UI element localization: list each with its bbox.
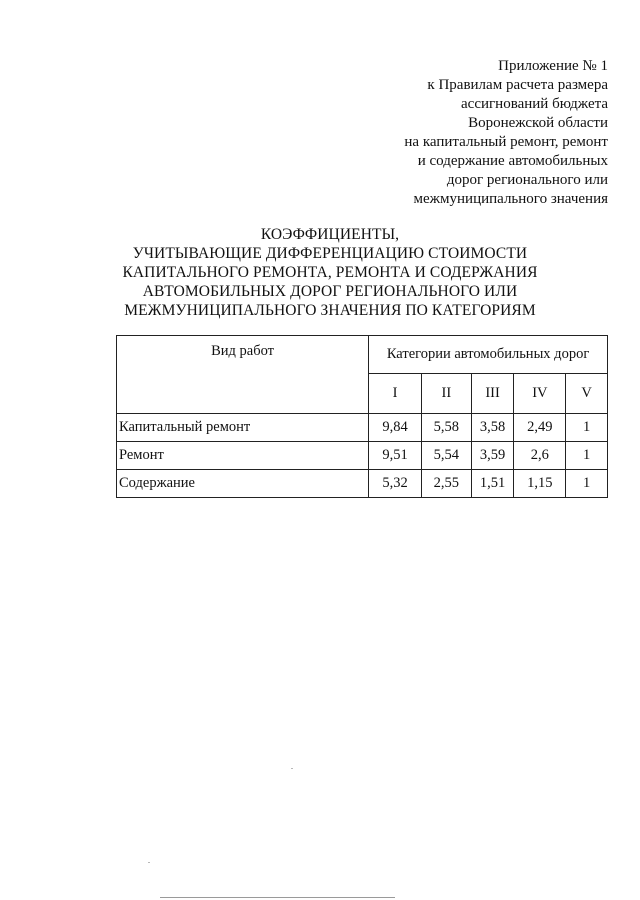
coefficient-cell: 2,55 xyxy=(421,470,471,498)
coefficient-cell: 2,49 xyxy=(514,414,566,442)
coefficient-cell: 1,51 xyxy=(471,470,514,498)
work-type-cell: Капитальный ремонт xyxy=(117,414,369,442)
work-type-header: Вид работ xyxy=(117,336,369,414)
coefficient-cell: 1 xyxy=(566,442,608,470)
title-line: КАПИТАЛЬНОГО РЕМОНТА, РЕМОНТА И СОДЕРЖАНИЯ xyxy=(122,264,538,281)
category-header-4: IV xyxy=(514,374,566,414)
appendix-line: ассигнований бюджета xyxy=(461,96,608,112)
road-categories-header: Категории автомобильных дорог xyxy=(369,336,608,374)
appendix-note xyxy=(308,57,608,209)
category-header-2: II xyxy=(421,374,471,414)
category-header-5: V xyxy=(566,374,608,414)
scan-speck xyxy=(291,768,293,769)
footer-scan-line xyxy=(160,897,395,898)
title-line: УЧИТЫВАЮЩИЕ ДИФФЕРЕНЦИАЦИЮ СТОИМОСТИ xyxy=(132,245,528,262)
coefficient-cell: 2,6 xyxy=(514,442,566,470)
scan-speck xyxy=(148,862,150,863)
title-line: МЕЖМУНИЦИПАЛЬНОГО ЗНАЧЕНИЯ ПО КАТЕГОРИЯМ xyxy=(124,302,536,319)
coefficient-cell: 1 xyxy=(566,414,608,442)
appendix-line: и содержание автомобильных xyxy=(417,153,608,169)
coefficient-cell: 5,58 xyxy=(421,414,471,442)
appendix-line: к Правилам расчета размера xyxy=(427,77,608,93)
table-row xyxy=(117,414,608,442)
appendix-line: дорог регионального или xyxy=(446,172,608,188)
title-line: КОЭФФИЦИЕНТЫ, xyxy=(260,226,400,243)
document-title xyxy=(100,225,560,320)
appendix-line: межмуниципального значения xyxy=(413,191,608,207)
appendix-line: Воронежской области xyxy=(468,115,608,131)
category-header-1: I xyxy=(369,374,422,414)
coefficients-table xyxy=(116,335,608,498)
table-header-row xyxy=(117,336,608,374)
table-row xyxy=(117,442,608,470)
coefficient-cell: 5,54 xyxy=(421,442,471,470)
title-line: АВТОМОБИЛЬНЫХ ДОРОГ РЕГИОНАЛЬНОГО ИЛИ xyxy=(142,283,518,300)
work-type-cell: Ремонт xyxy=(117,442,369,470)
coefficient-cell: 1,15 xyxy=(514,470,566,498)
coefficient-cell: 9,84 xyxy=(369,414,422,442)
coefficient-cell: 3,59 xyxy=(471,442,514,470)
work-type-cell: Содержание xyxy=(117,470,369,498)
coefficient-cell: 3,58 xyxy=(471,414,514,442)
table-row xyxy=(117,470,608,498)
coefficient-cell: 1 xyxy=(566,470,608,498)
coefficient-cell: 9,51 xyxy=(369,442,422,470)
appendix-line: Приложение № 1 xyxy=(498,58,608,74)
category-header-3: III xyxy=(471,374,514,414)
coefficient-cell: 5,32 xyxy=(369,470,422,498)
appendix-line: на капитальный ремонт, ремонт xyxy=(404,134,608,150)
